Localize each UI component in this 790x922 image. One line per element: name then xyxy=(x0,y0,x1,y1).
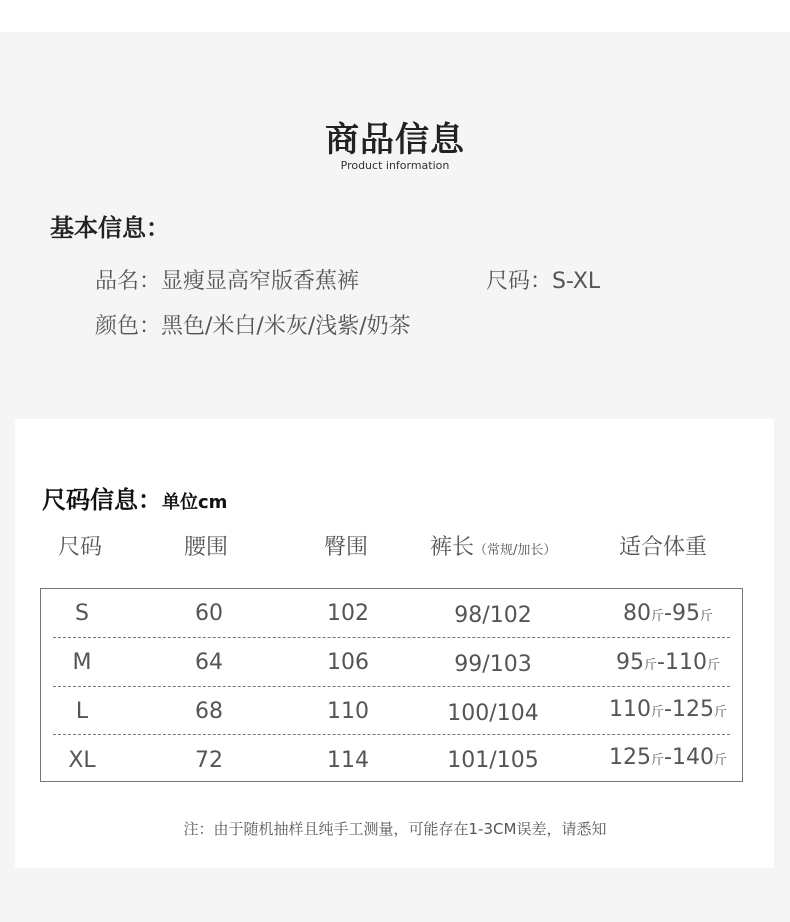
cell-weight: 80斤-95斤 xyxy=(623,601,713,626)
cell-size: M xyxy=(72,650,92,675)
product-name-label: 品名： xyxy=(95,269,162,294)
row-divider xyxy=(53,734,730,735)
size-range-label: 尺码： xyxy=(486,269,553,294)
cell-length: 101/105 xyxy=(447,748,539,773)
col-head-length-note: （常规/加长） xyxy=(474,543,557,558)
cell-weight: 95斤-110斤 xyxy=(616,650,720,675)
color-line xyxy=(95,309,411,340)
weight-min: 125 xyxy=(609,745,652,770)
cell-size: L xyxy=(75,699,89,724)
jin-unit: 斤 xyxy=(699,609,713,624)
size-info-title: 尺码信息： xyxy=(42,486,162,514)
col-head-size: 尺码 xyxy=(58,535,103,560)
weight-max: 125 xyxy=(671,697,714,722)
row-divider xyxy=(53,686,730,687)
jin-unit: 斤 xyxy=(713,705,727,720)
weight-max: 140 xyxy=(671,745,714,770)
weight-min: 110 xyxy=(609,697,652,722)
cell-length: 98/102 xyxy=(454,603,532,628)
weight-max: 95 xyxy=(671,601,700,626)
size-range-value: S-XL xyxy=(552,269,601,294)
jin-unit: 斤 xyxy=(713,753,727,768)
col-head-length-label: 裤长 xyxy=(430,535,475,560)
jin-unit: 斤 xyxy=(651,705,665,720)
size-info-heading xyxy=(42,480,227,515)
cell-hip: 106 xyxy=(327,650,369,675)
col-head-length xyxy=(430,530,556,561)
jin-unit: 斤 xyxy=(651,753,665,768)
size-table xyxy=(40,588,743,782)
color-label: 颜色： xyxy=(95,314,162,339)
size-range-line xyxy=(486,264,600,295)
color-value: 黑色/米白/米灰/浅紫/奶茶 xyxy=(161,314,411,339)
jin-unit: 斤 xyxy=(644,658,658,673)
cell-hip: 102 xyxy=(327,601,369,626)
cell-size: S xyxy=(75,601,89,626)
basic-info-heading: 基本信息： xyxy=(50,214,170,242)
cell-weight: 125斤-140斤 xyxy=(609,745,727,770)
product-name-line xyxy=(95,264,359,295)
col-head-waist: 腰围 xyxy=(184,535,229,560)
cell-length: 100/104 xyxy=(447,701,539,726)
cell-waist: 68 xyxy=(195,699,223,724)
cell-waist: 60 xyxy=(195,601,223,626)
size-unit: 单位cm xyxy=(162,492,228,513)
jin-unit: 斤 xyxy=(651,609,665,624)
weight-min: 95 xyxy=(616,650,645,675)
jin-unit: 斤 xyxy=(706,658,720,673)
product-name-value: 显瘦显高窄版香蕉裤 xyxy=(161,269,360,294)
page-title: 商品信息 xyxy=(325,120,465,160)
page-subtitle: Product information xyxy=(340,159,450,172)
weight-max: 110 xyxy=(664,650,707,675)
measurement-footnote: 注：由于随机抽样且纯手工测量，可能存在1-3CM误差，请悉知 xyxy=(183,820,607,838)
cell-size: XL xyxy=(68,748,96,773)
cell-waist: 72 xyxy=(195,748,223,773)
cell-hip: 114 xyxy=(327,748,369,773)
weight-min: 80 xyxy=(623,601,652,626)
col-head-weight: 适合体重 xyxy=(619,535,708,560)
row-divider xyxy=(53,637,730,638)
cell-hip: 110 xyxy=(327,699,369,724)
cell-length: 99/103 xyxy=(454,652,532,677)
cell-weight: 110斤-125斤 xyxy=(609,697,727,722)
col-head-hip: 臀围 xyxy=(324,535,369,560)
cell-waist: 64 xyxy=(195,650,223,675)
